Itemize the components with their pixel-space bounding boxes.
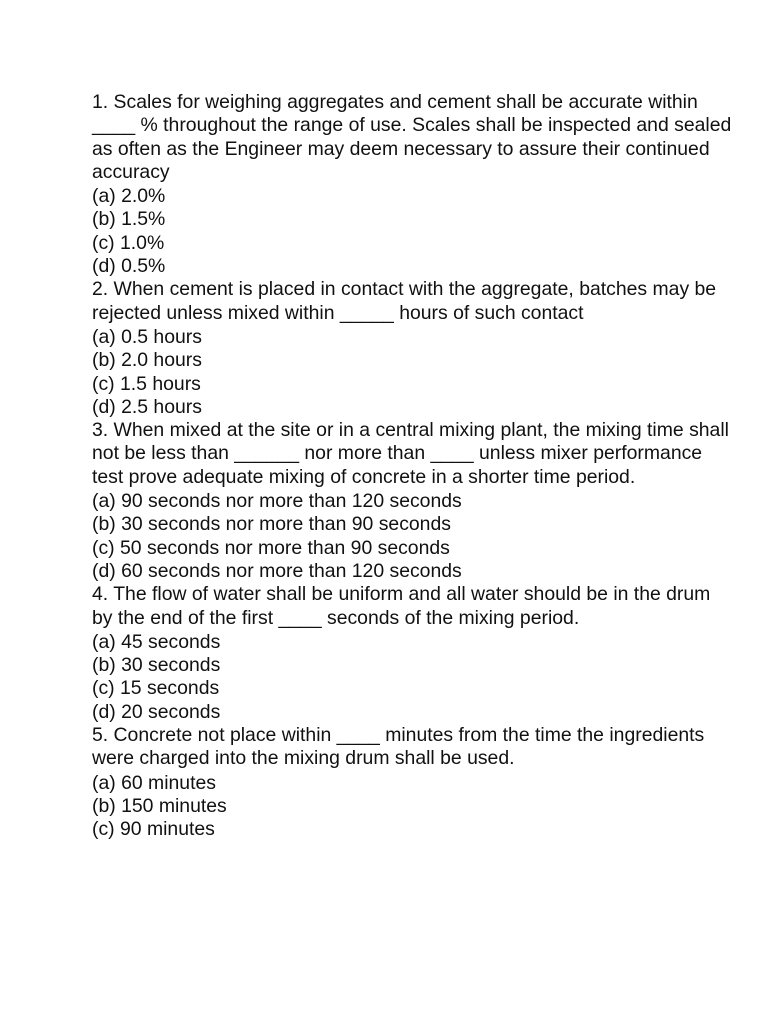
question-5 [92, 724, 732, 841]
option-a: (a) 2.0% [92, 185, 166, 208]
option-a: (a) 0.5 hours [92, 325, 202, 348]
option-c: (c) 50 seconds nor more than 90 seconds [92, 536, 450, 559]
question-text: 3. When mixed at the site or in a central mixing plant, the mixing time shall not be less than ______ nor more than ____ unless mixer performance test prove adequate mixing of concrete in a shorter time period. [92, 419, 729, 488]
option-d: (d) 2.5 hours [92, 395, 202, 418]
option-b: (b) 150 minutes [92, 794, 227, 817]
option-a: (a) 60 minutes [92, 771, 216, 794]
option-list [92, 490, 732, 583]
option-d: (d) 60 seconds nor more than 120 seconds [92, 559, 462, 582]
option-a: (a) 90 seconds nor more than 120 seconds [92, 490, 462, 513]
document-page [92, 91, 732, 842]
option-list [92, 772, 732, 842]
option-c: (c) 1.0% [92, 231, 165, 254]
option-list [92, 185, 732, 278]
option-c: (c) 15 seconds [92, 677, 220, 700]
question-text: 2. When cement is placed in contact with the aggregate, batches may be rejected unless mixed within _____ hours of such contact [92, 278, 717, 324]
option-list [92, 326, 732, 419]
option-d: (d) 0.5% [92, 255, 166, 278]
option-d: (d) 20 seconds [92, 700, 221, 723]
question-1 [92, 91, 732, 278]
question-3 [92, 419, 732, 583]
option-list [92, 631, 732, 724]
question-2 [92, 278, 732, 419]
option-b: (b) 1.5% [92, 208, 166, 231]
option-b: (b) 30 seconds [92, 654, 221, 677]
question-4 [92, 583, 732, 724]
option-b: (b) 30 seconds nor more than 90 seconds [92, 513, 451, 536]
option-b: (b) 2.0 hours [92, 349, 202, 372]
question-text: 1. Scales for weighing aggregates and cement shall be accurate within ____ % throughout the range of use. Scales shall be inspected and sealed as often as the Engineer may deem necessary to assure their continued accuracy [92, 91, 732, 183]
option-a: (a) 45 seconds [92, 630, 221, 653]
question-text: 5. Concrete not place within ____ minutes from the time the ingredients were charged into the mixing drum shall be used. [92, 724, 705, 770]
option-c: (c) 1.5 hours [92, 372, 201, 395]
question-text: 4. The flow of water shall be uniform and all water should be in the drum by the end of the first ____ seconds of the mixing period. [92, 583, 711, 629]
option-c: (c) 90 minutes [92, 818, 215, 841]
